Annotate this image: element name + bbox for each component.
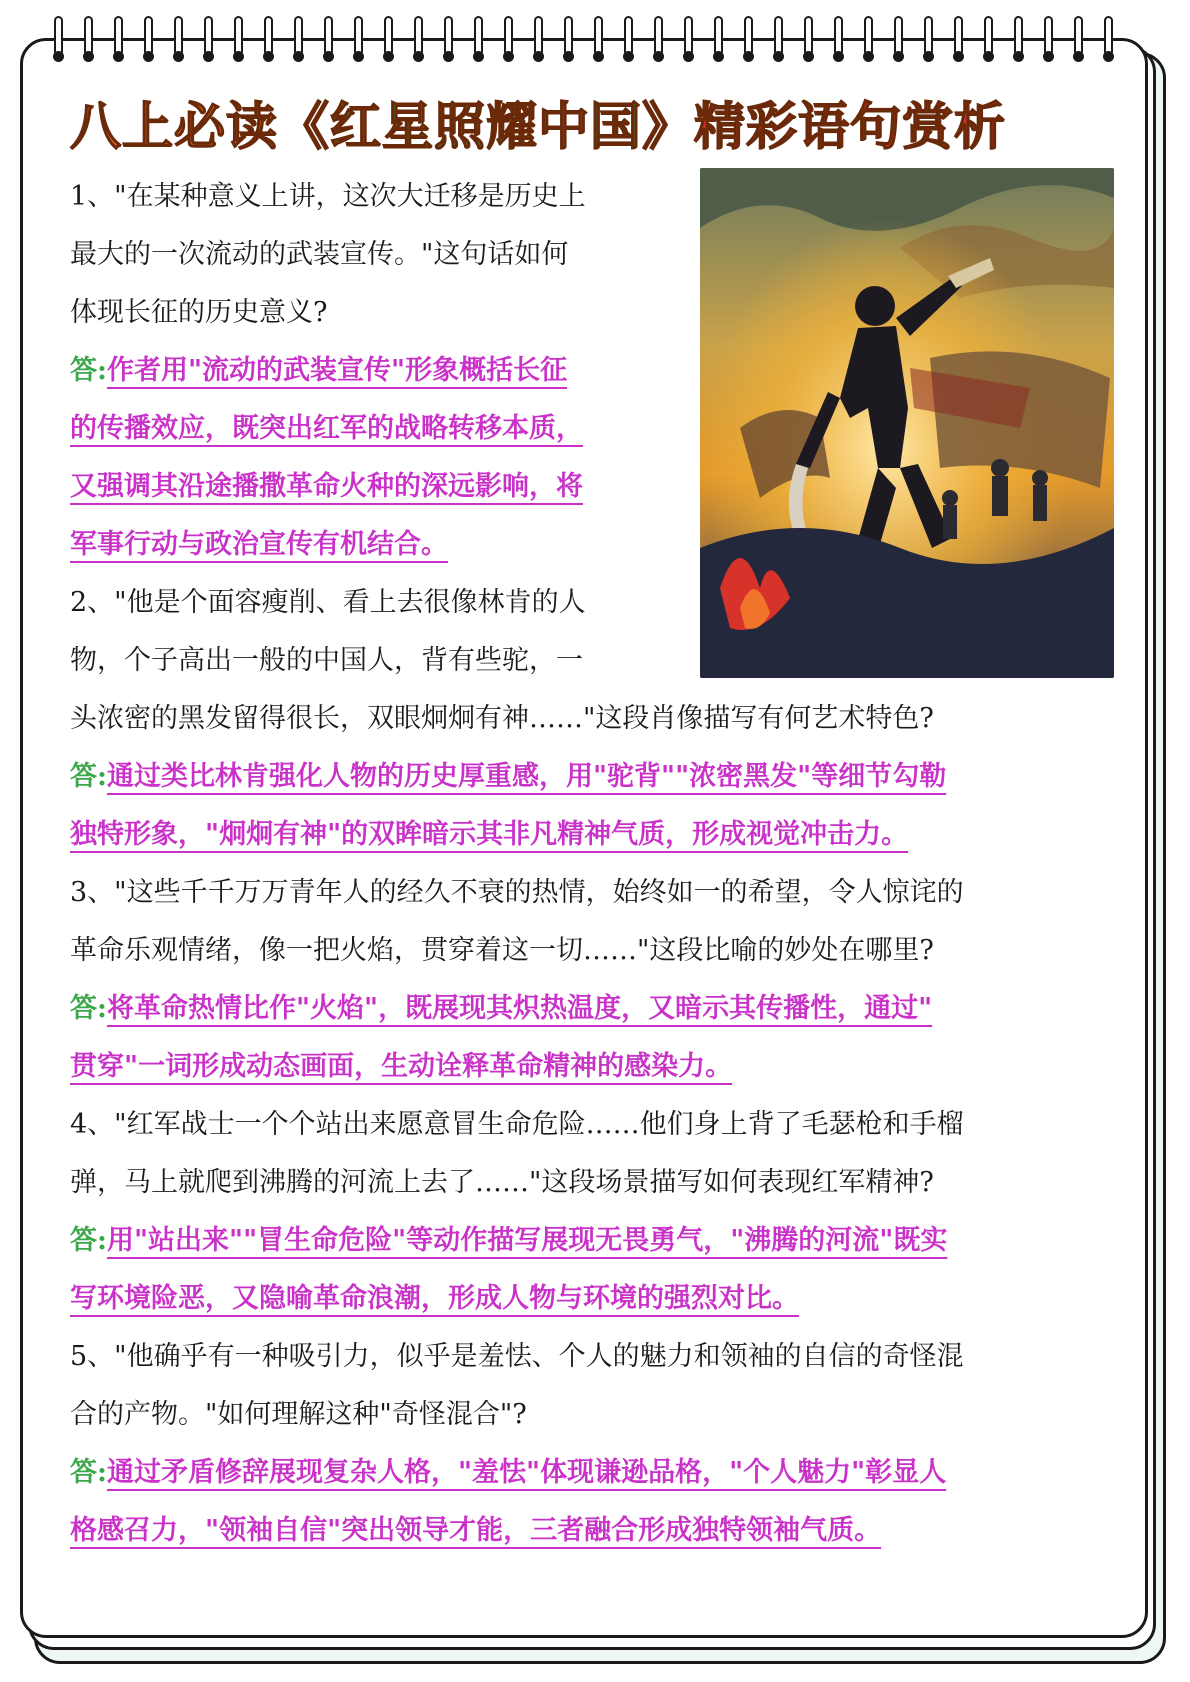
question-line: 5、"他确乎有一种吸引力，似乎是羞怯、个人的魅力和领袖的自信的奇怪混	[70, 1341, 964, 1372]
answer-text	[70, 1444, 1132, 1560]
answer-line-text: 作者用"流动的武装宣传"形象概括长征	[106, 355, 568, 386]
binding-ring	[654, 16, 663, 56]
question-line: 合的产物。"如何理解这种"奇怪混合"?	[70, 1399, 527, 1430]
binding-ring	[264, 16, 273, 56]
answer-line	[70, 748, 1132, 806]
binding-ring	[324, 16, 333, 56]
binding-ring	[474, 16, 483, 56]
answer-text	[70, 748, 1132, 864]
spiral-binding	[54, 16, 1134, 62]
question-text	[70, 864, 1132, 980]
answer-label: 答:	[70, 1225, 107, 1256]
binding-ring	[174, 16, 183, 56]
binding-ring	[534, 16, 543, 56]
binding-ring	[384, 16, 393, 56]
qa-item	[70, 1096, 1132, 1328]
binding-ring	[1074, 16, 1083, 56]
binding-ring	[294, 16, 303, 56]
title-part-1: 八上必读	[70, 98, 279, 157]
question-text	[70, 1096, 1132, 1212]
answer-label: 答:	[70, 355, 107, 386]
question-text	[70, 1328, 1132, 1444]
answer-line-text: 独特形象，"炯炯有神"的双眸暗示其非凡精神气质，形成视觉冲击力。	[70, 819, 909, 850]
title-part-3: 精彩语句赏析	[694, 98, 1007, 157]
question-line: 头浓密的黑发留得很长，双眼炯炯有神……"这段肖像描写有何艺术特色?	[70, 703, 934, 734]
binding-ring	[564, 16, 573, 56]
title-part-2: 《红星照耀中国》	[278, 98, 695, 157]
binding-ring	[924, 16, 933, 56]
qa-item	[70, 864, 1132, 1096]
question-line: 物，个子高出一般的中国人，背有些驼，一	[70, 645, 583, 676]
answer-label: 答:	[70, 1457, 107, 1488]
binding-ring	[954, 16, 963, 56]
answer-line	[70, 980, 1132, 1038]
question-line: 体现长征的历史意义?	[70, 297, 328, 328]
answer-text	[70, 342, 1132, 574]
binding-ring	[1104, 16, 1113, 56]
binding-ring	[1014, 16, 1023, 56]
answer-line-text: 的传播效应，既突出红军的战略转移本质，	[70, 413, 583, 444]
answer-text	[70, 980, 1132, 1096]
question-line: 1、"在某种意义上讲，这次大迁移是历史上	[70, 181, 586, 212]
binding-ring	[114, 16, 123, 56]
answer-line-text: 用"站出来""冒生命危险"等动作描写展现无畏勇气，"沸腾的河流"既实	[106, 1225, 948, 1256]
binding-ring	[984, 16, 993, 56]
answer-line-text: 贯穿"一词形成动态画面，生动诠释革命精神的感染力。	[70, 1051, 733, 1082]
binding-ring	[624, 16, 633, 56]
qa-list	[70, 168, 1132, 1560]
question-line: 2、"他是个面容瘦削、看上去很像林肯的人	[70, 587, 586, 618]
answer-line	[70, 342, 1132, 400]
answer-line	[70, 516, 1132, 574]
binding-ring	[1044, 16, 1053, 56]
answer-label: 答:	[70, 993, 107, 1024]
question-line: 弹，马上就爬到沸腾的河流上去了……"这段场景描写如何表现红军精神?	[70, 1167, 934, 1198]
question-line: 最大的一次流动的武装宣传。"这句话如何	[70, 239, 569, 270]
question-line: 革命乐观情绪，像一把火焰，贯穿着这一切……"这段比喻的妙处在哪里?	[70, 935, 934, 966]
answer-line	[70, 1212, 1132, 1270]
binding-ring	[54, 16, 63, 56]
question-line: 3、"这些千千万万青年人的经久不衰的热情，始终如一的希望，令人惊诧的	[70, 877, 964, 908]
answer-line	[70, 1038, 1132, 1096]
binding-ring	[774, 16, 783, 56]
question-line: 4、"红军战士一个个站出来愿意冒生命危险……他们身上背了毛瑟枪和手榴	[70, 1109, 964, 1140]
binding-ring	[804, 16, 813, 56]
binding-ring	[864, 16, 873, 56]
binding-ring	[414, 16, 423, 56]
answer-line-text: 通过矛盾修辞展现复杂人格，"羞怯"体现谦逊品格，"个人魅力"彰显人	[106, 1457, 947, 1488]
page-title	[70, 88, 1130, 168]
qa-item	[70, 168, 1132, 574]
qa-item	[70, 1328, 1132, 1560]
answer-line-text: 写环境险恶，又隐喻革命浪潮，形成人物与环境的强烈对比。	[70, 1283, 799, 1314]
answer-line-text: 通过类比林肯强化人物的历史厚重感，用"驼背""浓密黑发"等细节勾勒	[106, 761, 947, 792]
binding-ring	[894, 16, 903, 56]
binding-ring	[504, 16, 513, 56]
qa-item	[70, 574, 1132, 864]
answer-line-text: 格感召力，"领袖自信"突出领导才能，三者融合形成独特领袖气质。	[70, 1515, 882, 1546]
answer-line	[70, 1270, 1132, 1328]
answer-line	[70, 806, 1132, 864]
answer-line	[70, 1444, 1132, 1502]
answer-line	[70, 1502, 1132, 1560]
binding-ring	[744, 16, 753, 56]
binding-ring	[204, 16, 213, 56]
answer-line	[70, 400, 1132, 458]
binding-ring	[144, 16, 153, 56]
binding-ring	[594, 16, 603, 56]
answer-label: 答:	[70, 761, 107, 792]
answer-line-text: 又强调其沿途播撒革命火种的深远影响，将	[70, 471, 583, 502]
binding-ring	[84, 16, 93, 56]
answer-line-text: 军事行动与政治宣传有机结合。	[70, 529, 448, 560]
binding-ring	[354, 16, 363, 56]
binding-ring	[234, 16, 243, 56]
answer-line	[70, 458, 1132, 516]
question-text	[70, 574, 1132, 748]
binding-ring	[444, 16, 453, 56]
binding-ring	[684, 16, 693, 56]
binding-ring	[714, 16, 723, 56]
question-text	[70, 168, 1132, 342]
answer-text	[70, 1212, 1132, 1328]
binding-ring	[834, 16, 843, 56]
answer-line-text: 将革命热情比作"火焰"，既展现其炽热温度，又暗示其传播性，通过"	[106, 993, 933, 1024]
